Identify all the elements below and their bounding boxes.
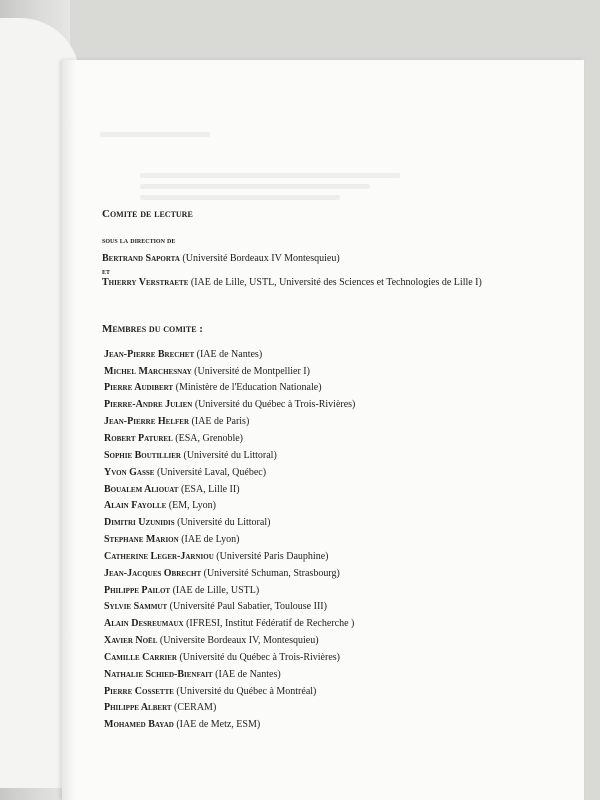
member-entry: [104, 450, 522, 463]
committee-title: Comite de lecture: [102, 208, 193, 220]
member-affiliation: (IFRESI, Institut Fédératif de Recherche ): [186, 618, 355, 630]
member-entry: [104, 652, 522, 665]
member-name: Jean-Pierre Brechet: [104, 348, 195, 360]
member-name: Sylvie Sammut: [104, 601, 168, 613]
member-entry: [104, 500, 522, 513]
member-affiliation: (Université Schuman, Strasbourg): [203, 567, 340, 579]
committee-subtitle: sous la direction de: [102, 234, 176, 245]
member-affiliation: (IAE de Nantes): [215, 668, 281, 680]
member-name: Nathalie Schied-Bienfait: [104, 668, 213, 680]
member-affiliation: (ESA, Lille II): [180, 483, 240, 495]
member-affiliation: (IAE de Paris): [191, 416, 250, 428]
member-affiliation: (Université du Québec à Trois-Rivières): [179, 651, 340, 663]
members-title: Membres du comite :: [102, 323, 203, 335]
show-through-line: [100, 132, 210, 137]
member-affiliation: (Université Laval, Québec): [156, 466, 267, 478]
member-affiliation: (IAE de Lyon): [181, 534, 240, 546]
member-entry: [104, 484, 522, 497]
member-affiliation: (EM, Lyon): [168, 500, 216, 512]
show-through-line: [140, 195, 340, 200]
member-name: Philippe Pailot: [104, 584, 171, 596]
member-affiliation: (CERAM): [174, 702, 217, 714]
member-name: Mohamed Bayad: [104, 719, 174, 731]
member-name: Michel Marchesnay: [104, 365, 192, 377]
director-entry: [102, 277, 522, 290]
member-entry: [104, 601, 522, 614]
member-affiliation: (IAE de Metz, ESM): [176, 719, 261, 731]
member-affiliation: (Ministère de l'Education Nationale): [175, 382, 322, 394]
member-affiliation: (Université Paris Dauphine): [216, 550, 329, 562]
director-affiliation: (IAE de Lille, USTL, Université des Sciences et Technologies de Lille I): [190, 276, 482, 288]
member-entry: [104, 349, 522, 362]
member-entry: [104, 719, 522, 732]
member-name: Pierre-Andre Julien: [104, 399, 193, 411]
member-entry: [104, 534, 522, 547]
member-entry: [104, 399, 522, 412]
member-affiliation: (Université du Littoral): [177, 517, 271, 529]
member-entry: [104, 416, 522, 429]
member-entry: [104, 702, 522, 715]
member-entry: [104, 366, 522, 379]
member-name: Jean-Jacques Obrecht: [104, 567, 202, 579]
member-name: Pierre Audibert: [104, 382, 174, 394]
member-name: Boualem Aliouat: [104, 483, 179, 495]
member-affiliation: (Université de Montpellier I): [194, 365, 310, 377]
member-name: Camille Carrier: [104, 651, 177, 663]
member-name: Jean-Pierre Helfer: [104, 416, 190, 428]
member-affiliation: (ESA, Grenoble): [175, 432, 244, 444]
member-affiliation: (Université du Québec à Montréal): [176, 685, 317, 697]
member-name: Robert Paturel: [104, 432, 173, 444]
member-entry: [104, 585, 522, 598]
member-affiliation: (IAE de Nantes): [196, 348, 263, 360]
director-conjunction: et: [102, 265, 111, 276]
member-affiliation: (Université du Littoral): [183, 449, 277, 461]
member-name: Stephane Marion: [104, 534, 179, 546]
member-entry: [104, 686, 522, 699]
member-name: Pierre Cossette: [104, 685, 174, 697]
committee-section: [102, 208, 522, 736]
director-name: Bertrand Saporta: [102, 253, 180, 265]
member-entry: [104, 467, 522, 480]
member-entry: [104, 433, 522, 446]
show-through-line: [140, 184, 370, 189]
member-affiliation: (Université Paul Sabatier, Toulouse III): [169, 601, 327, 613]
member-entry: [104, 568, 522, 581]
member-affiliation: (Université du Québec à Trois-Rivières): [194, 399, 356, 411]
member-name: Catherine Leger-Jarniou: [104, 550, 214, 562]
member-name: Philippe Albert: [104, 702, 172, 714]
member-name: Dimitri Uzunidis: [104, 517, 175, 529]
show-through-line: [140, 173, 400, 178]
member-entry: [104, 669, 522, 682]
member-affiliation: (IAE de Lille, USTL): [172, 584, 260, 596]
member-entry: [104, 382, 522, 395]
director-affiliation: (Université Bordeaux IV Montesquieu): [182, 253, 340, 265]
member-name: Xavier Noël: [104, 635, 158, 647]
member-name: Yvon Gasse: [104, 466, 155, 478]
member-name: Sophie Boutillier: [104, 449, 181, 461]
member-affiliation: (Universite Bordeaux IV, Montesquieu): [159, 635, 319, 647]
member-name: Alain Desreumaux: [104, 618, 184, 630]
member-entry: [104, 618, 522, 631]
director-entry: [102, 253, 522, 266]
member-name: Alain Fayolle: [104, 500, 167, 512]
member-entry: [104, 635, 522, 648]
member-entry: [104, 551, 522, 564]
member-entry: [104, 517, 522, 530]
director-name: Thierry Verstraete: [102, 276, 189, 288]
